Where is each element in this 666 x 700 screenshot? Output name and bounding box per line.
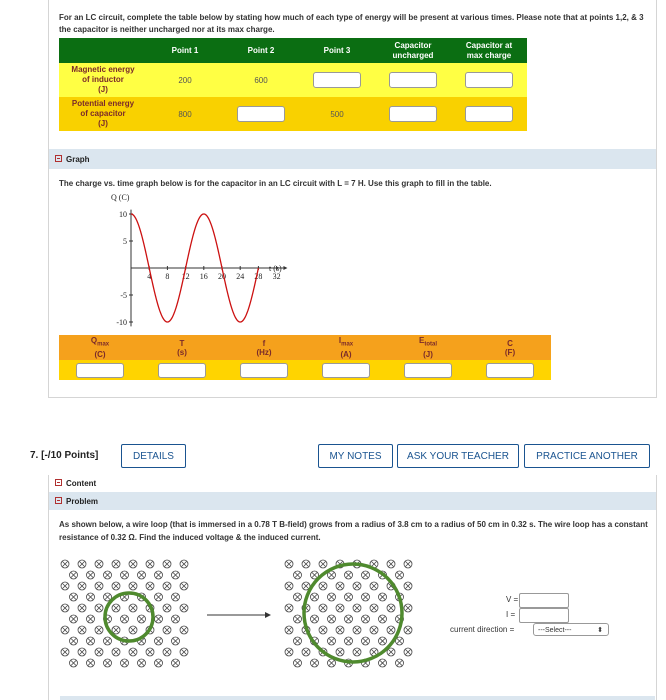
potential-point-3-value: 500: [299, 97, 375, 131]
into-page-field-icon: [396, 571, 404, 579]
into-page-field-icon: [95, 604, 103, 612]
into-page-field-icon: [138, 615, 146, 623]
into-page-field-icon: [285, 604, 293, 612]
charge-time-chart: [59, 190, 289, 330]
into-page-field-icon: [61, 626, 69, 634]
output-input-cell: [305, 360, 387, 380]
chart-axes: [131, 210, 287, 327]
y-tick-label: 5: [123, 237, 127, 246]
into-page-field-icon: [387, 604, 395, 612]
magnetic-point-3-input[interactable]: [313, 72, 361, 88]
into-page-field-icon: [180, 604, 188, 612]
label-line: (J): [98, 85, 108, 94]
problem-card: [48, 475, 657, 700]
energy-table: [59, 38, 527, 131]
output-input-cell: [223, 360, 305, 380]
magnetic-max-charge-input[interactable]: [465, 72, 513, 88]
energy-header-point-2: Point 2: [223, 38, 299, 63]
current-label: I =: [506, 610, 516, 619]
into-page-field-icon: [387, 560, 395, 568]
into-page-field-icon: [362, 571, 370, 579]
ptext: As shown below, a wire loop (that is immersed in a: [59, 520, 255, 529]
energy-row-magnetic: [59, 63, 527, 97]
into-page-field-icon: [180, 648, 188, 656]
next-section-bar: [60, 696, 655, 700]
into-page-field-icon: [129, 582, 137, 590]
y-tick-label: -10: [116, 318, 127, 327]
into-page-field-icon: [163, 626, 171, 634]
into-page-field-icon: [121, 659, 129, 667]
into-page-field-icon: [129, 560, 137, 568]
output-input-4[interactable]: [404, 363, 452, 378]
x-tick-label: 4: [147, 272, 152, 281]
b-field-grid-left: [61, 560, 188, 667]
into-page-field-icon: [121, 571, 129, 579]
output-header-subscript: total: [424, 341, 437, 348]
direction-select[interactable]: [533, 623, 609, 636]
into-page-field-icon: [404, 626, 412, 634]
energy-row-label-potential: [59, 97, 147, 131]
collapse-icon[interactable]: [55, 497, 62, 504]
potential-point-1-value: 800: [147, 97, 223, 131]
lc-intro-text: For an LC circuit, complete the table below by stating how much of each type of energy will be present at various times. Please note that at points 1,2, & 3 the capacitor is neither uncharged nor at its max charge.: [59, 13, 644, 34]
answer-area: [449, 593, 649, 638]
magnetic-point-2-value: 600: [223, 63, 299, 97]
select-arrows-icon: ⬍: [597, 627, 603, 634]
energy-header-max-charge: [451, 38, 527, 63]
into-page-field-icon: [87, 615, 95, 623]
ptext-r2: 50: [477, 520, 486, 529]
output-input-0[interactable]: [76, 363, 124, 378]
into-page-field-icon: [87, 593, 95, 601]
problem-section-header[interactable]: [49, 492, 656, 510]
output-table-inputs: [59, 360, 551, 380]
practice-another-button[interactable]: PRACTICE ANOTHER: [524, 444, 650, 468]
into-page-field-icon: [379, 659, 387, 667]
into-page-field-icon: [379, 593, 387, 601]
potential-point-2-cell: [223, 97, 299, 131]
into-page-field-icon: [285, 560, 293, 568]
into-page-field-icon: [61, 604, 69, 612]
into-page-field-icon: [379, 615, 387, 623]
problem-statement: [59, 518, 649, 544]
into-page-field-icon: [353, 626, 361, 634]
into-page-field-icon: [172, 593, 180, 601]
into-page-field-icon: [172, 659, 180, 667]
energy-header-max-charge-text: Capacitor at max charge: [465, 40, 513, 60]
graph-section-title: Graph: [66, 155, 90, 164]
into-page-field-icon: [311, 659, 319, 667]
output-header-unit: (Hz): [256, 347, 272, 357]
into-page-field-icon: [387, 626, 395, 634]
output-header-2: [223, 335, 305, 360]
into-page-field-icon: [180, 626, 188, 634]
into-page-field-icon: [163, 582, 171, 590]
magnetic-uncharged-input[interactable]: [389, 72, 437, 88]
into-page-field-icon: [104, 637, 112, 645]
lc-question-card: [48, 0, 657, 398]
output-input-cell: [387, 360, 469, 380]
large-loop: [304, 564, 402, 662]
into-page-field-icon: [319, 582, 327, 590]
into-page-field-icon: [311, 593, 319, 601]
into-page-field-icon: [404, 648, 412, 656]
ptext: from a radius of: [332, 520, 398, 529]
voltage-input[interactable]: [519, 593, 569, 608]
label-line: (J): [98, 119, 108, 128]
output-header-unit: (J): [423, 349, 433, 359]
question-number: [30, 450, 98, 461]
into-page-field-icon: [353, 582, 361, 590]
into-page-field-icon: [370, 582, 378, 590]
into-page-field-icon: [180, 560, 188, 568]
question-header: [0, 437, 666, 475]
energy-table-corner: [59, 38, 147, 63]
label-line: Magnetic energy: [71, 65, 135, 74]
ptext-resistance: 0.32 Ω: [110, 533, 135, 542]
question-points: [-/10 Points]: [41, 450, 99, 461]
potential-max-charge-input[interactable]: [465, 106, 513, 122]
arrow-head-icon: [265, 612, 271, 618]
voltage-label: V =: [506, 595, 519, 604]
potential-point-2-input[interactable]: [237, 106, 285, 122]
into-page-field-icon: [155, 659, 163, 667]
potential-uncharged-input[interactable]: [389, 106, 437, 122]
my-notes-button[interactable]: MY NOTES: [318, 444, 393, 468]
into-page-field-icon: [70, 593, 78, 601]
energy-row-label-magnetic: [59, 63, 147, 97]
into-page-field-icon: [370, 604, 378, 612]
graph-text-prefix: The charge vs. time graph below is for the capacitor in an LC circuit with: [59, 179, 338, 188]
into-page-field-icon: [285, 626, 293, 634]
into-page-field-icon: [294, 571, 302, 579]
ptext: -field): [284, 520, 309, 529]
into-page-field-icon: [379, 637, 387, 645]
graph-text-param: L = 7 H: [337, 179, 364, 188]
label-line: of inductor: [82, 75, 124, 84]
current-row: [449, 608, 649, 623]
into-page-field-icon: [112, 648, 120, 656]
details-button[interactable]: DETAILS: [121, 444, 186, 468]
potential-uncharged-cell: [375, 97, 451, 131]
into-page-field-icon: [404, 604, 412, 612]
into-page-field-icon: [129, 626, 137, 634]
into-page-field-icon: [163, 604, 171, 612]
output-header-symbol: C: [507, 338, 513, 348]
into-page-field-icon: [138, 659, 146, 667]
ptext-grows: grows: [308, 520, 333, 529]
energy-header-uncharged-text: Capacitor uncharged: [392, 40, 434, 60]
into-page-field-icon: [78, 604, 86, 612]
into-page-field-icon: [146, 560, 154, 568]
into-page-field-icon: [396, 659, 404, 667]
x-tick-label: 32: [272, 272, 281, 281]
into-page-field-icon: [172, 615, 180, 623]
into-page-field-icon: [362, 593, 370, 601]
into-page-field-icon: [95, 582, 103, 590]
ptext-r1: 3.8: [397, 520, 409, 529]
output-input-5[interactable]: [486, 363, 534, 378]
content-section-title: Content: [66, 479, 97, 488]
into-page-field-icon: [163, 648, 171, 656]
output-table: [59, 335, 551, 380]
output-header-5: [469, 335, 551, 360]
direction-label: current direction =: [450, 625, 515, 634]
into-page-field-icon: [172, 571, 180, 579]
into-page-field-icon: [362, 637, 370, 645]
y-tick-label: 10: [119, 210, 127, 219]
direction-select-value: ---Select---: [538, 627, 572, 634]
output-header-symbol: Q: [90, 336, 98, 346]
into-page-field-icon: [336, 604, 344, 612]
into-page-field-icon: [70, 659, 78, 667]
graph-text-suffix: . Use this graph to fill in the table.: [363, 179, 492, 188]
into-page-field-icon: [104, 659, 112, 667]
output-header-4: [387, 335, 469, 360]
into-page-field-icon: [87, 659, 95, 667]
output-header-0: [59, 335, 141, 360]
x-axis-label: t (s): [269, 264, 282, 273]
into-page-field-icon: [319, 604, 327, 612]
into-page-field-icon: [70, 637, 78, 645]
into-page-field-icon: [302, 560, 310, 568]
into-page-field-icon: [61, 648, 69, 656]
into-page-field-icon: [78, 648, 86, 656]
into-page-field-icon: [285, 648, 293, 656]
graph-description: [59, 179, 492, 188]
into-page-field-icon: [95, 626, 103, 634]
energy-header-point-3: Point 3: [299, 38, 375, 63]
into-page-field-icon: [294, 659, 302, 667]
output-header-subscript: max: [341, 341, 354, 348]
output-header-1: [141, 335, 223, 360]
output-input-3[interactable]: [322, 363, 370, 378]
x-tick-label: 12: [181, 272, 190, 281]
output-header-3: [305, 335, 387, 360]
output-header-unit: (A): [340, 349, 352, 359]
output-header-symbol: T: [179, 338, 185, 348]
into-page-field-icon: [294, 637, 302, 645]
content-section-header[interactable]: [49, 475, 656, 492]
ptext: cm in: [485, 520, 512, 529]
into-page-field-icon: [328, 659, 336, 667]
into-page-field-icon: [87, 571, 95, 579]
into-page-field-icon: [336, 626, 344, 634]
into-page-field-icon: [370, 626, 378, 634]
into-page-field-icon: [155, 593, 163, 601]
output-header-subscript: max: [97, 341, 110, 348]
ask-teacher-button[interactable]: ASK YOUR TEACHER: [397, 444, 519, 468]
output-input-cell: [59, 360, 141, 380]
into-page-field-icon: [345, 571, 353, 579]
into-page-field-icon: [311, 615, 319, 623]
magnetic-uncharged-cell: [375, 63, 451, 97]
into-page-field-icon: [87, 637, 95, 645]
into-page-field-icon: [172, 637, 180, 645]
collapse-icon[interactable]: [55, 479, 62, 486]
magnetic-point-3-cell: [299, 63, 375, 97]
into-page-field-icon: [78, 626, 86, 634]
output-input-cell: [141, 360, 223, 380]
ptext: cm to a radius of: [408, 520, 478, 529]
potential-max-charge-cell: [451, 97, 527, 131]
ptext: . Find the induced voltage & the induced current.: [134, 533, 321, 542]
ptext-time: 0.32: [511, 520, 527, 529]
output-input-cell: [469, 360, 551, 380]
into-page-field-icon: [345, 637, 353, 645]
problem-section-title: Problem: [66, 497, 99, 506]
output-header-symbol: I: [338, 336, 342, 346]
into-page-field-icon: [70, 571, 78, 579]
into-page-field-icon: [404, 582, 412, 590]
into-page-field-icon: [345, 593, 353, 601]
into-page-field-icon: [61, 582, 69, 590]
into-page-field-icon: [404, 560, 412, 568]
ptext-field: 0.78 T B: [254, 520, 285, 529]
label-line: Potential energy: [71, 99, 135, 108]
into-page-field-icon: [319, 626, 327, 634]
into-page-field-icon: [285, 582, 293, 590]
loop-diagram: [55, 555, 435, 673]
into-page-field-icon: [104, 571, 112, 579]
energy-header-point-1: Point 1: [147, 38, 223, 63]
x-tick-label: 28: [254, 272, 263, 281]
into-page-field-icon: [163, 560, 171, 568]
into-page-field-icon: [129, 648, 137, 656]
into-page-field-icon: [129, 604, 137, 612]
output-input-1[interactable]: [158, 363, 206, 378]
ptext: s. The wire loop has a constant resistance of: [59, 520, 648, 542]
into-page-field-icon: [112, 560, 120, 568]
into-page-field-icon: [328, 593, 336, 601]
collapse-icon[interactable]: [55, 155, 62, 162]
into-page-field-icon: [112, 604, 120, 612]
energy-row-potential: [59, 97, 527, 131]
y-axis-label: Q (C): [111, 193, 130, 202]
y-tick-label: -5: [120, 291, 127, 300]
direction-row: [449, 623, 649, 638]
into-page-field-icon: [78, 560, 86, 568]
into-page-field-icon: [78, 582, 86, 590]
x-tick-label: 8: [165, 272, 170, 281]
into-page-field-icon: [353, 604, 361, 612]
label-line: of capacitor: [80, 109, 126, 118]
into-page-field-icon: [146, 582, 154, 590]
magnetic-point-1-value: 200: [147, 63, 223, 97]
output-table-header: [59, 335, 551, 360]
into-page-field-icon: [112, 582, 120, 590]
into-page-field-icon: [328, 637, 336, 645]
x-tick-label: 16: [199, 272, 208, 281]
into-page-field-icon: [362, 615, 370, 623]
into-page-field-icon: [138, 571, 146, 579]
into-page-field-icon: [336, 648, 344, 656]
small-loop: [105, 593, 153, 641]
into-page-field-icon: [146, 648, 154, 656]
into-page-field-icon: [180, 582, 188, 590]
output-header-unit: (F): [504, 347, 516, 357]
into-page-field-icon: [319, 560, 327, 568]
into-page-field-icon: [294, 593, 302, 601]
x-tick-label: 20: [218, 272, 226, 281]
into-page-field-icon: [121, 615, 129, 623]
output-header-unit: (s): [177, 347, 187, 357]
into-page-field-icon: [155, 637, 163, 645]
into-page-field-icon: [302, 648, 310, 656]
into-page-field-icon: [336, 582, 344, 590]
into-page-field-icon: [61, 560, 69, 568]
output-header-symbol: E: [418, 336, 425, 346]
into-page-field-icon: [345, 615, 353, 623]
x-tick-label: 24: [236, 272, 245, 281]
into-page-field-icon: [155, 615, 163, 623]
voltage-row: [449, 593, 649, 608]
graph-section-header[interactable]: [49, 149, 656, 169]
energy-header-uncharged: [375, 38, 451, 63]
current-input[interactable]: [519, 608, 569, 623]
x-axis-arrow-icon: [283, 266, 287, 270]
output-input-2[interactable]: [240, 363, 288, 378]
into-page-field-icon: [294, 615, 302, 623]
output-header-symbol: f: [262, 338, 266, 348]
into-page-field-icon: [95, 560, 103, 568]
output-header-unit: (C): [94, 349, 106, 359]
into-page-field-icon: [95, 648, 103, 656]
into-page-field-icon: [328, 615, 336, 623]
into-page-field-icon: [155, 571, 163, 579]
magnetic-max-charge-cell: [451, 63, 527, 97]
into-page-field-icon: [70, 615, 78, 623]
question-number-text: 7.: [30, 450, 39, 461]
into-page-field-icon: [353, 648, 361, 656]
